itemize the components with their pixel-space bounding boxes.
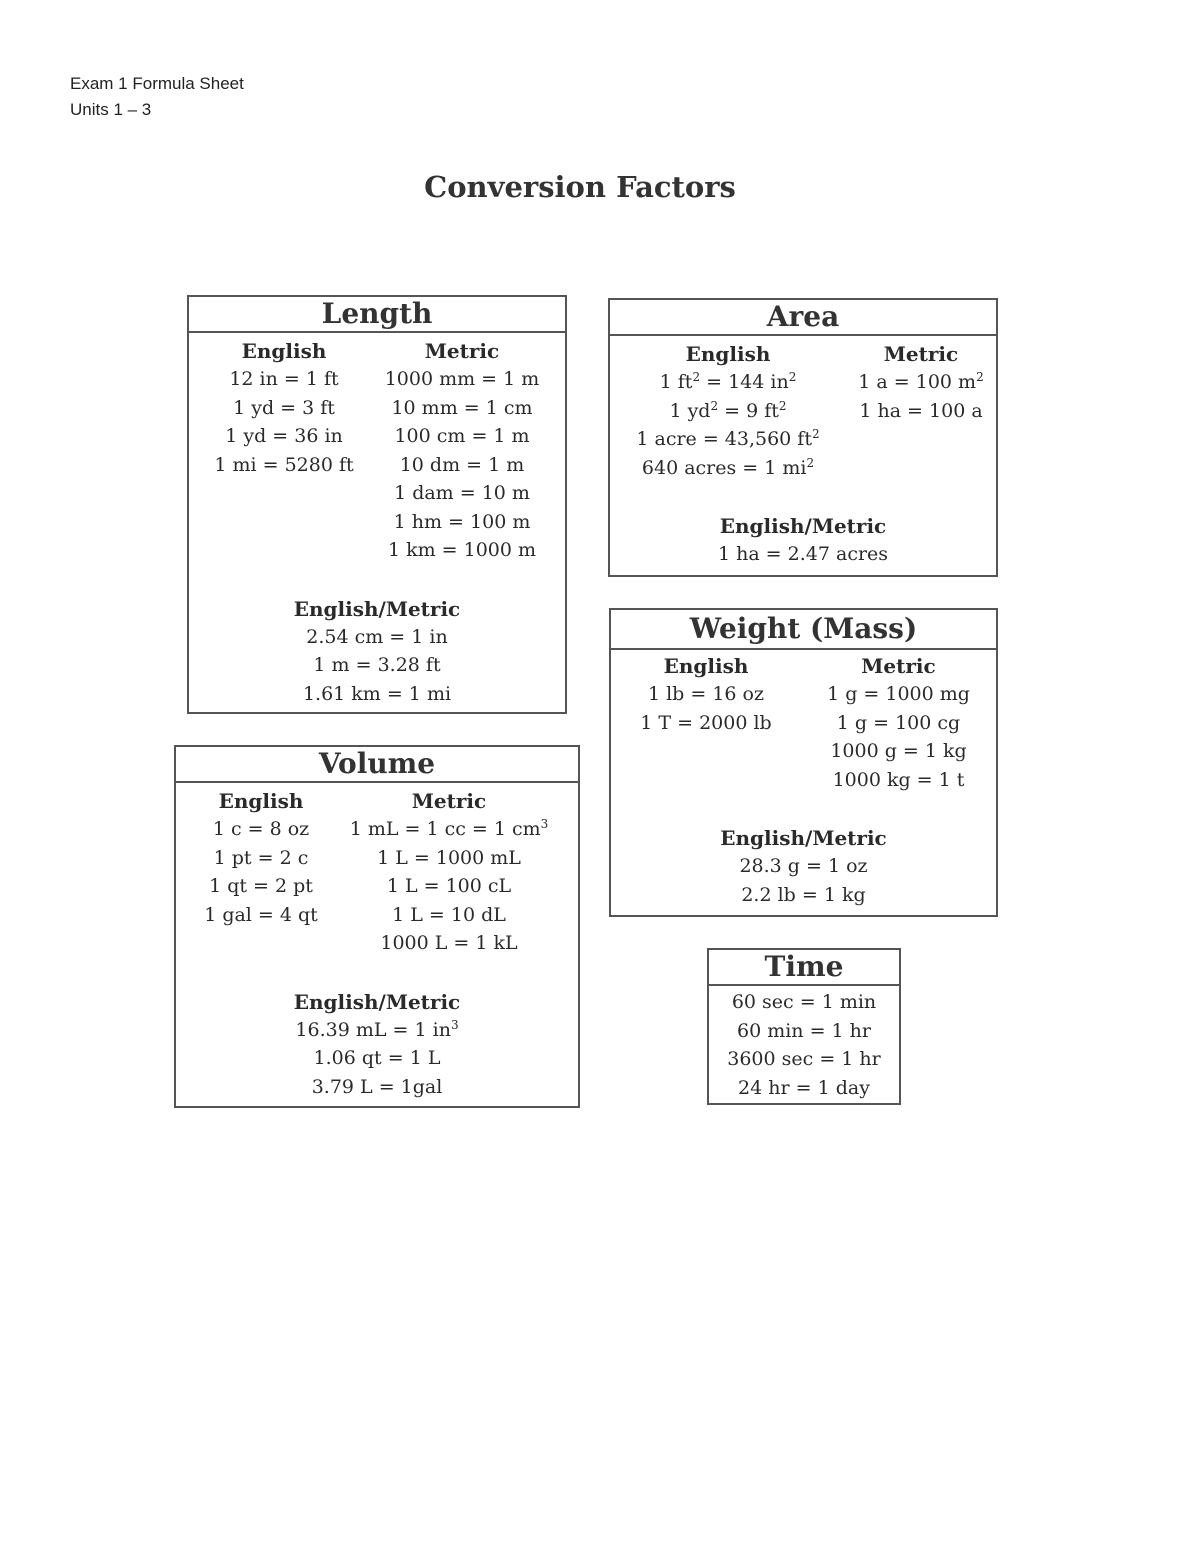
volume-english-metric [176, 958, 578, 1102]
area-metric-row: 1 ha = 100 a [859, 399, 983, 422]
length-metric-row: 1 dam = 10 m [394, 482, 530, 504]
area-metric-row [846, 368, 996, 397]
volume-english-row: 1 c = 8 oz [212, 818, 310, 840]
weight-em-head: English/Metric [720, 826, 887, 850]
volume-card [174, 745, 580, 1108]
length-metric-row: 1 km = 1000 m [387, 539, 537, 561]
superscript-2: 2 [778, 398, 787, 413]
length-metric-row: 1000 mm = 1 m [384, 368, 540, 390]
volume-english-row: 1 gal = 4 qt [204, 903, 318, 926]
length-metric-column [379, 337, 545, 565]
time-title: Time [709, 950, 899, 986]
time-card [707, 948, 901, 1105]
header-line-2: Units 1 – 3 [70, 100, 152, 119]
area-a-text: 1 a = 100 m [858, 371, 977, 393]
length-em-row: 1 m = 3.28 ft [313, 654, 441, 676]
weight-card [609, 608, 998, 917]
length-metric-head: Metric [424, 339, 500, 363]
area-em-row: 1 ha = 2.47 acres [717, 543, 889, 565]
length-metric-row: 10 mm = 1 cm [391, 396, 533, 419]
volume-metric-row: 1 L = 100 cL [386, 875, 512, 897]
superscript-2: 2 [710, 398, 719, 413]
area-yd-rhs: = 9 ft [718, 399, 779, 422]
page-title: Conversion Factors [424, 170, 736, 204]
area-acre-text: 1 acre = 43,560 ft [636, 428, 812, 450]
weight-english-metric [611, 794, 996, 909]
length-title: Length [189, 297, 565, 333]
volume-english-row: 1 pt = 2 c [213, 846, 309, 869]
weight-metric-row: 1 g = 100 cg [836, 711, 961, 734]
volume-english-row: 1 qt = 2 pt [209, 875, 313, 897]
superscript-2: 2 [788, 370, 797, 384]
time-rows [709, 986, 899, 1102]
time-row: 3600 sec = 1 hr [727, 1048, 881, 1070]
length-metric-row: 1 hm = 100 m [393, 510, 531, 533]
volume-metric-row [346, 815, 552, 844]
length-english-metric [189, 565, 565, 709]
weight-em-row: 2.2 lb = 1 kg [741, 883, 866, 906]
area-metric-head: Metric [883, 342, 959, 366]
volume-em-row [176, 1016, 578, 1045]
area-yd-lhs: 1 yd [669, 399, 711, 422]
volume-english-head: English [218, 789, 304, 813]
time-row: 60 min = 1 hr [737, 1019, 871, 1042]
weight-metric-column [801, 652, 996, 794]
length-em-head: English/Metric [293, 596, 461, 621]
weight-metric-row: 1000 kg = 1 t [832, 768, 965, 791]
weight-english-head: English [663, 654, 749, 678]
length-english-row: 12 in = 1 ft [229, 368, 339, 390]
volume-metric-row: 1 L = 1000 mL [377, 846, 521, 869]
length-em-row: 2.54 cm = 1 in [306, 625, 448, 648]
area-english-row [610, 425, 846, 454]
superscript-2: 2 [806, 455, 815, 470]
volume-metric-head: Metric [411, 789, 487, 813]
length-em-row: 1.61 km = 1 mi [302, 682, 452, 705]
area-english-row [610, 454, 846, 483]
volume-metric-column [346, 787, 552, 958]
area-english-row [610, 368, 846, 397]
header-line-1: Exam 1 Formula Sheet [70, 74, 244, 93]
volume-metric-row: 1 L = 10 dL [392, 903, 506, 926]
volume-em-head: English/Metric [293, 989, 461, 1014]
weight-em-row: 28.3 g = 1 oz [739, 855, 868, 877]
weight-english-row: 1 lb = 16 oz [647, 683, 765, 705]
area-english-column [610, 340, 846, 482]
area-ft-lhs: 1 ft [659, 371, 693, 393]
area-english-head: English [685, 342, 771, 366]
superscript-3: 3 [450, 1017, 459, 1032]
area-english-metric [610, 482, 996, 569]
area-ft-rhs: = 144 in [700, 371, 789, 393]
length-metric-row: 100 cm = 1 m [394, 425, 530, 447]
area-metric-column [846, 340, 996, 482]
volume-english-column [176, 787, 346, 958]
time-row: 24 hr = 1 day [738, 1076, 870, 1099]
superscript-3: 3 [540, 817, 549, 831]
volume-em-row: 1.06 qt = 1 L [313, 1047, 441, 1069]
area-acres-text: 640 acres = 1 mi [641, 456, 807, 479]
weight-english-row: 1 T = 2000 lb [640, 711, 772, 734]
length-metric-row: 10 dm = 1 m [399, 453, 525, 476]
area-em-head: English/Metric [719, 514, 887, 538]
weight-metric-head: Metric [861, 654, 936, 678]
time-row: 60 sec = 1 min [731, 991, 877, 1013]
superscript-2: 2 [976, 370, 984, 384]
length-card [187, 295, 567, 714]
volume-metric-row: 1000 L = 1 kL [380, 932, 518, 954]
superscript-2: 2 [692, 370, 701, 384]
length-english-head: English [241, 339, 327, 363]
weight-title: Weight (Mass) [611, 610, 996, 650]
length-english-column [189, 337, 379, 565]
length-english-row: 1 yd = 36 in [225, 425, 343, 447]
volume-em-row: 3.79 L = 1gal [311, 1075, 443, 1098]
volume-em-ml-text: 16.39 mL = 1 in [295, 1018, 451, 1041]
volume-title: Volume [176, 747, 578, 783]
superscript-2: 2 [811, 427, 820, 441]
area-english-row [610, 397, 846, 426]
area-title: Area [610, 300, 996, 336]
length-english-row: 1 mi = 5280 ft [214, 453, 354, 476]
weight-metric-row: 1000 g = 1 kg [830, 740, 967, 762]
length-english-row: 1 yd = 3 ft [233, 396, 335, 419]
weight-metric-row: 1 g = 1000 mg [827, 683, 970, 705]
area-card [608, 298, 998, 577]
weight-english-column [611, 652, 801, 794]
volume-ml-cc-text: 1 mL = 1 cc = 1 cm [349, 818, 541, 840]
